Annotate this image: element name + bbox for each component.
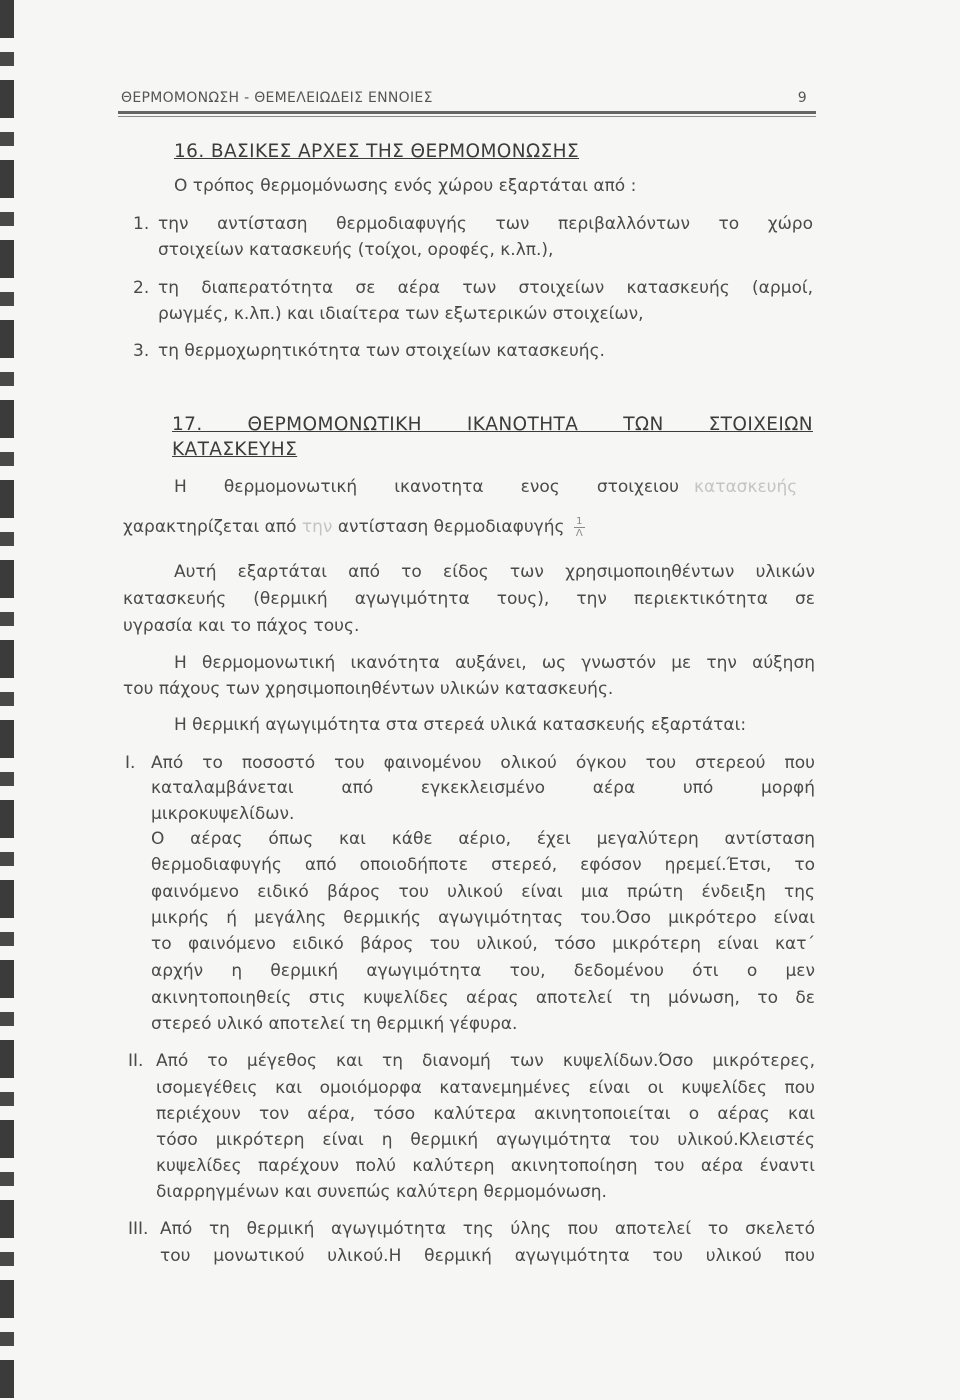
resistance-fraction <box>574 516 585 539</box>
section-16-heading: 16. ΒΑΣΙΚΕΣ ΑΡΧΕΣ ΤΗΣ ΘΕΡΜΟΜΟΝΩΣΗΣ <box>174 141 580 162</box>
fraction-denominator: Λ <box>575 527 583 539</box>
header-title: ΘΕΡΜΟΜΟΝΩΣΗ - ΘΕΜΕΛΕΙΩΔΕΙΣ ΕΝΝΟΙΕΣ <box>121 90 433 106</box>
list-item-number: 3. <box>133 341 150 361</box>
list-item-line: τη διαπερατότητα σε αέρα των στοιχείων κατασκευής (αρμοί, <box>158 278 813 298</box>
faded-word: την <box>301 517 333 537</box>
roman-item-line: θερμοδιαφυγής από οποιοδήποτε στερεό, εφόσον ηρεμεί.Έτσι, το <box>151 855 815 875</box>
paragraph-text: Η θερμομονωτική ικανοτητα ενος στοιχειου <box>174 477 679 497</box>
roman-item-line: ισομεγέθεις και ομοιόμορφα κατανεμημένες είναι οι κυψελίδες που <box>156 1078 815 1098</box>
list-item-number: 2. <box>133 278 150 298</box>
roman-item-line: το φαινόμενο ειδικό βάρος του υλικού, τόσο μικρότερη είναι κατ΄ <box>151 934 815 954</box>
paragraph-line: υγρασία και το πάχος τους. <box>123 616 360 636</box>
roman-numeral: II. <box>128 1051 144 1071</box>
list-item-number: 1. <box>133 214 150 234</box>
roman-item-line: καταλαμβάνεται από εγκεκλεισμένο αέρα υπό μορφή <box>151 778 815 798</box>
section-17-heading: 17. ΘΕΡΜΟΜΟΝΩΤΙΚΗ ΙΚΑΝΟΤΗΤΑ ΤΩΝ ΣΤΟΙΧΕΙΩΝ <box>172 414 813 435</box>
paragraph-line: κατασκευής (θερμική αγωγιμότητα τους), την περιεκτικότητα σε <box>123 589 815 609</box>
paragraph-text: χαρακτηρίζεται από <box>123 517 297 537</box>
page-number: 9 <box>797 90 807 106</box>
roman-item-line: Ο αέρας όπως και κάθε αέριο, έχει μεγαλύτερη αντίσταση <box>151 829 815 849</box>
list-item-line: ρωγμές, κ.λπ.) και ιδιαίτερα των εξωτερικών στοιχείων, <box>158 304 644 324</box>
roman-item-line: τόσο μικρότερη είναι η θερμική αγωγιμότητα του υλικού.Κλειστές <box>156 1130 815 1150</box>
list-item-line: την αντίσταση θερμοδιαφυγής των περιβαλλόντων το χώρο <box>158 214 813 234</box>
header-rule-thin <box>118 116 816 117</box>
fraction-numerator: 1 <box>574 516 585 528</box>
roman-item-line: ακινητοποιηθείς στις κυψελίδες αέρας αποτελεί τη μόνωση, το δε <box>151 988 815 1008</box>
paragraph-text: αντίσταση θερμοδιαφυγής <box>337 517 565 537</box>
roman-item-line: αρχήν η θερμική αγωγιμότητα του, δεδομένου ότι ο μεν <box>151 961 815 981</box>
paragraph-line <box>174 474 684 501</box>
roman-item-line: μικρής ή μεγάλης θερμικής αγωγιμότητας του.Όσο μικρότερο είναι <box>151 908 815 928</box>
faded-word: κατασκευής <box>694 477 798 497</box>
roman-item-line: στερεό υλικό αποτελεί τη θερμική γέφυρα. <box>151 1014 518 1034</box>
roman-item-line: Από το ποσοστό του φαινομένου ολικού όγκου του στερεού που <box>151 753 815 773</box>
roman-item-line: φαινόμενο ειδικό βάρος του υλικού είναι μια πρώτη ένδειξη της <box>151 882 815 902</box>
roman-numeral: I. <box>125 753 136 773</box>
roman-item-line: κυψελίδες παρέχουν πολύ καλύτερη ακινητοποίηση του αέρα έναντι <box>156 1156 815 1176</box>
list-item-line: στοιχείων κατασκευής (τοίχοι, οροφές, κ.λπ.), <box>158 240 554 260</box>
paragraph-line: Η θερμική αγωγιμότητα στα στερεά υλικά κατασκευής εξαρτάται: <box>174 715 747 735</box>
roman-item-line: του μονωτικού υλικού.Η θερμική αγωγιμότητα του υλικού που <box>160 1246 815 1266</box>
paragraph-line: Αυτή εξαρτάται από το είδος των χρησιμοποιηθέντων υλικών <box>174 562 815 582</box>
roman-numeral: III. <box>128 1219 149 1239</box>
section-16-intro: Ο τρόπος θερμομόνωσης ενός χώρου εξαρτάται από : <box>174 176 637 196</box>
list-item-line: τη θερμοχωρητικότητα των στοιχείων κατασκευής. <box>158 341 605 361</box>
header-rule <box>118 111 816 114</box>
roman-item-line: περιέχουν τον αέρα, τόσο καλύτερα ακινητοποιείται ο αέρας και <box>156 1104 815 1124</box>
paragraph-line: Η θερμομονωτική ικανότητα αυξάνει, ως γνωστόν με την αύξηση <box>174 653 815 673</box>
roman-item-line: μικροκυψελίδων. <box>151 804 295 824</box>
roman-item-line: Από το μέγεθος και τη διανομή των κυψελίδων.Όσο μικρότερες, <box>156 1051 815 1071</box>
section-17-heading-cont: ΚΑΤΑΣΚΕΥΗΣ <box>172 439 298 460</box>
running-header <box>121 90 813 110</box>
paragraph-line <box>123 514 585 541</box>
roman-item-line: διαρρηγμένων και συνεπώς καλύτερη θερμομόνωση. <box>156 1182 607 1202</box>
roman-item-line: Από τη θερμική αγωγιμότητα της ύλης που αποτελεί το σκελετό <box>160 1219 815 1239</box>
paragraph-line: του πάχους των χρησιμοποιηθέντων υλικών κατασκευής. <box>123 679 614 699</box>
page-binding-edge <box>0 0 14 1400</box>
